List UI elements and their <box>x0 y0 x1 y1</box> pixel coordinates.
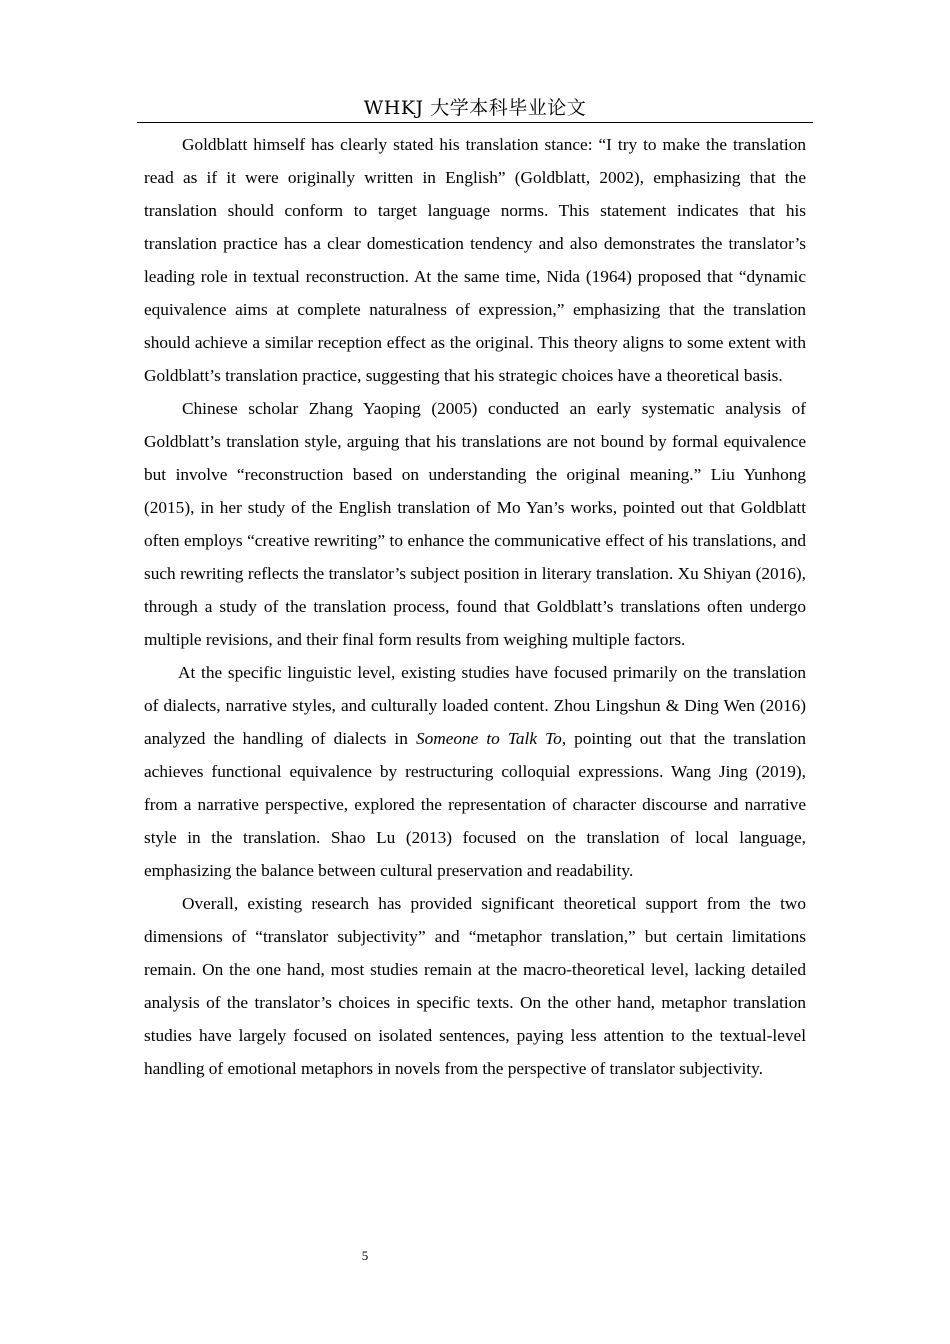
paragraph-overall <box>144 887 806 1085</box>
paragraph-linguistic-level <box>144 656 806 887</box>
book-title: Someone to Talk To <box>415 729 562 748</box>
page-number: 5 <box>361 1248 369 1263</box>
page-header: WHKJ 大学本科毕业论文 <box>363 97 587 119</box>
paragraph-text: At the specific linguistic level, existing studies have focused primarily on the translation of dialects, narrative styles, and culturally loaded content. Zhou Lingshun & Ding Wen (2016) analyzed the handling of dialects in <box>144 663 806 748</box>
header-rule <box>137 122 813 123</box>
paragraph-goldblatt-stance <box>144 128 806 392</box>
paragraph-text: Goldblatt himself has clearly stated his translation stance: “I try to make the translation read as if it were originally written in English” (Goldblatt, 2002), emphasizing that the translation should conform to target language norms. This statement indicates that his translation practice has a clear domestication tendency and also demonstrates the translator’s leading role in textual reconstruction. At the same time, Nida (1964) proposed that “dynamic equivalence aims at complete naturalness of expression,” emphasizing that the translation should achieve a similar reception effect as the original. This theory aligns to some extent with Goldblatt’s translation practice, suggesting that his strategic choices have a theoretical basis. <box>144 135 806 385</box>
paragraph-text: Overall, existing research has provided significant theoretical support from the two dimensions of “translator subjectivity” and “metaphor translation,” but certain limitations remain. On the one hand, most studies remain at the macro-theoretical level, lacking detailed analysis of the translator’s choices in specific texts. On the other hand, metaphor translation studies have largely focused on isolated sentences, paying less attention to the textual-level handling of emotional metaphors in novels from the perspective of translator subjectivity. <box>144 894 806 1078</box>
paragraph-text: Chinese scholar Zhang Yaoping (2005) conducted an early systematic analysis of Goldblatt’s translation style, arguing that his translations are not bound by formal equivalence but involve “reconstruction based on understanding the original meaning.” Liu Yunhong (2015), in her study of the English translation of Mo Yan’s works, pointed out that Goldblatt often employs “creative rewriting” to enhance the communicative effect of his translations, and such rewriting reflects the translator’s subject position in literary translation. Xu Shiyan (2016), through a study of the translation process, found that Goldblatt’s translations often undergo multiple revisions, and their final form results from weighing multiple factors. <box>144 399 806 649</box>
paragraph-text-continued: , pointing out that the translation achieves functional equivalence by restructuring colloquial expressions. Wang Jing (2019), from a narrative perspective, explored the representation of character discourse and narrative style in the translation. Shao Lu (2013) focused on the translation of local language, emphasizing the balance between cultural preservation and readability. <box>144 729 806 880</box>
paragraph-chinese-scholars <box>144 392 806 656</box>
body-text <box>144 128 806 1085</box>
